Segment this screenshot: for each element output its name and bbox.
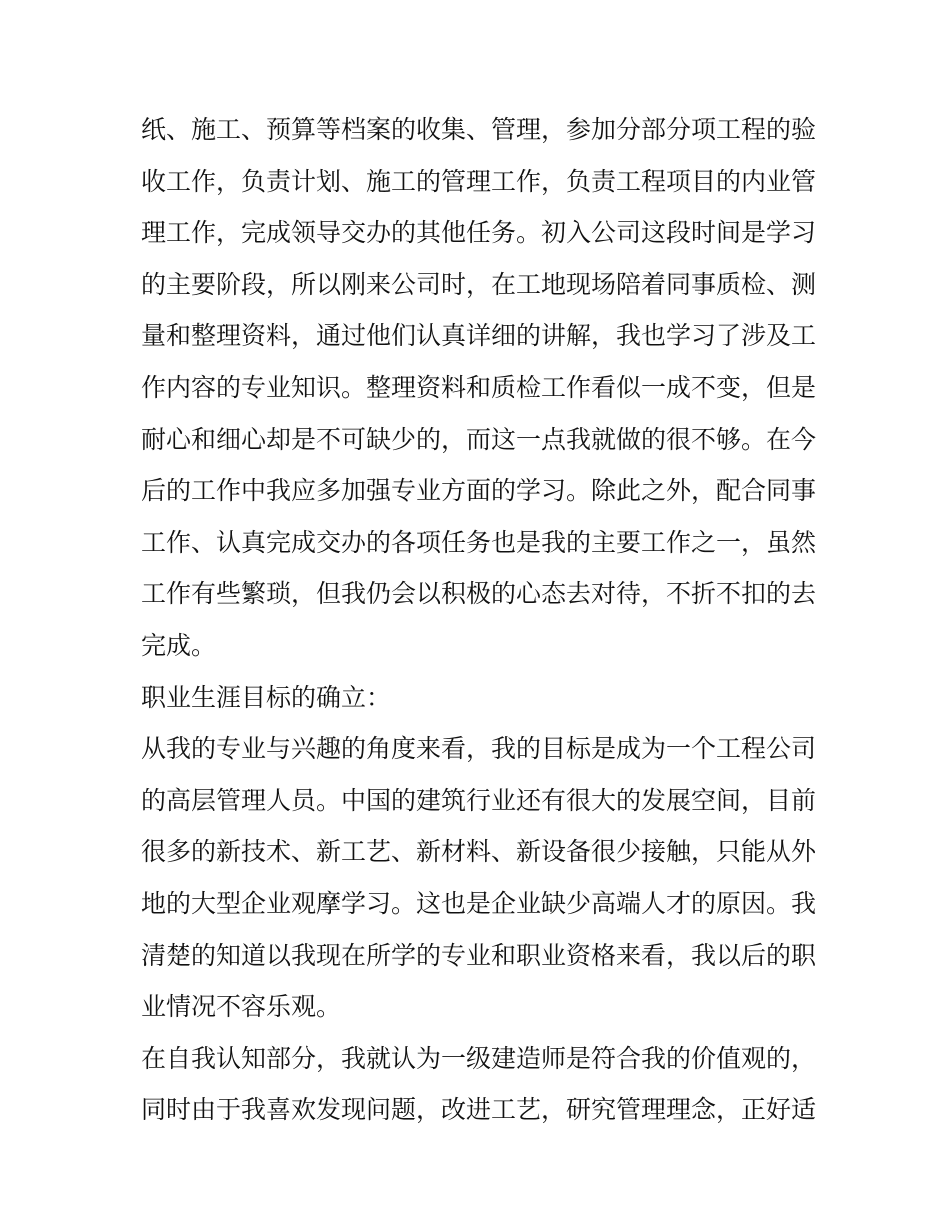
text-line: 清楚的知道以我现在所学的专业和职业资格来看，我以后的职 (141, 940, 817, 970)
text-line: 在自我认知部分，我就认为一级建造师是符合我的价值观的， (141, 1043, 817, 1073)
text-line: 很多的新技术、新工艺、新材料、新设备很少接触，只能从外 (141, 837, 817, 867)
text-line: 的高层管理人员。中国的建筑行业还有很大的发展空间，目前 (141, 785, 817, 815)
text-line: 收工作，负责计划、施工的管理工作，负责工程项目的内业管 (141, 166, 817, 196)
text-line: 业情况不容乐观。 (141, 992, 342, 1022)
text-line: 同时由于我喜欢发现问题，改进工艺，研究管理理念，正好适 (141, 1095, 817, 1125)
text-line: 从我的专业与兴趣的角度来看，我的目标是成为一个工程公司 (141, 734, 817, 764)
text-line: 纸、施工、预算等档案的收集、管理，参加分部分项工程的验 (141, 115, 817, 144)
text-line: 工作有些繁琐，但我仍会以积极的心态去对待，不折不扣的去 (141, 579, 817, 609)
text-line: 作内容的专业知识。整理资料和质检工作看似一成不变，但是 (141, 372, 817, 402)
text-line: 后的工作中我应多加强专业方面的学习。除此之外，配合同事 (141, 476, 817, 506)
text-line: 地的大型企业观摩学习。这也是企业缺少高端人才的原因。我 (141, 888, 817, 918)
text-line: 耐心和细心却是不可缺少的，而这一点我就做的很不够。在今 (141, 424, 817, 454)
text-line: 职业生涯目标的确立： (141, 682, 392, 712)
text-line: 理工作，完成领导交办的其他任务。初入公司这段时间是学习 (141, 218, 817, 248)
text-line: 完成。 (141, 630, 217, 660)
text-line: 工作、认真完成交办的各项任务也是我的主要工作之一，虽然 (141, 527, 817, 557)
text-line: 量和整理资料，通过他们认真详细的讲解，我也学习了涉及工 (141, 321, 817, 351)
text-line: 的主要阶段，所以刚来公司时，在工地现场陪着同事质检、测 (141, 269, 817, 299)
document-body (141, 104, 816, 1136)
